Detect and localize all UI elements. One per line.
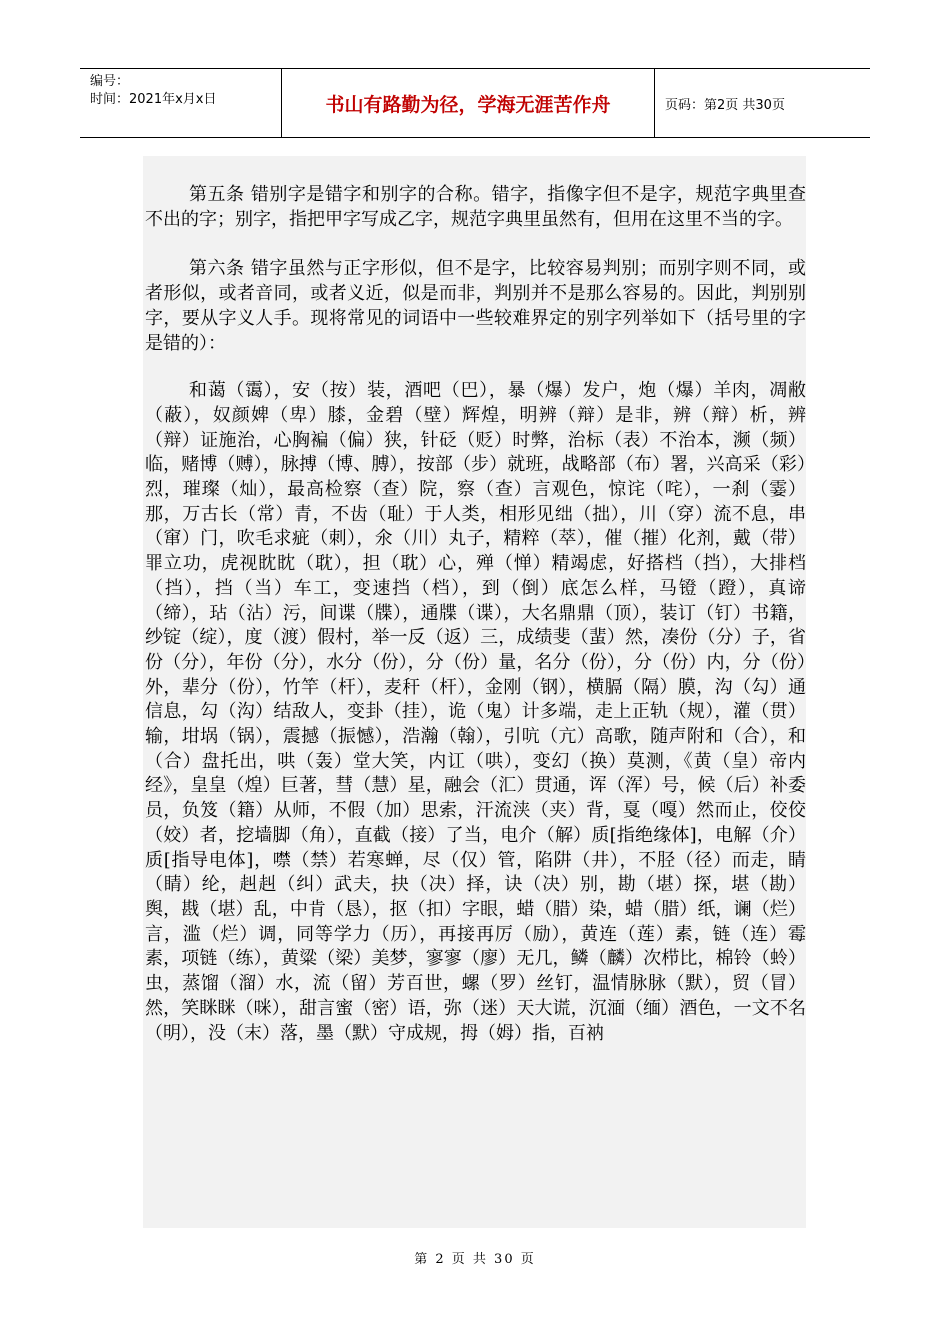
- document-time: 时间：2021年x月x日: [90, 92, 217, 107]
- typo-list-paragraph: 和蔼（霭），安（按）装，酒吧（巴），暴（爆）发户，炮（爆）羊肉，凋敝（蔽），奴颜婢（卑）膝，金碧（壁）辉煌，明辨（辩）是非，辨（辩）析，辨（辩）证施治，心胸褊（偏）狭，针砭（贬）时弊，治标（表）不治本，濒（频）临，赌博（赙），脉搏（博、膊），按部（步）就班，战略部（布）署，兴高采（彩）烈，璀璨（灿），最高检察（查）院，察（查）言观色，惊诧（咤），一刹（霎）那，万古长（常）青，不齿（耻）于人类，相形见绌（拙），川（穿）流不息，串（窜）门，吹毛求疵（刺），氽（川）丸子，精粹（萃），催（摧）化剂，戴（带）罪立功，虎视眈眈（耽），担（耽）心，殚（惮）精竭虑，好搭档（挡），大排档（挡），挡（当）车工，变速挡（档），到（倒）底怎么样，马镫（蹬），真谛（缔），玷（沾）污，间谍（牒），通牒（谍），大名鼎鼎（顶），装订（钉）书籍，纱锭（绽），度（渡）假村，举一反（返）三，成绩斐（蜚）然，凑份（分）子，省份（分），年份（分），水分（份），分（份）量，名分（份），分（份）内，分（份）外，辈分（份），竹竿（杆），麦秆（杆），金刚（钢），横膈（隔）膜，沟（勾）通信息，勾（沟）结敌人，变卦（挂），诡（鬼）计多端，走上正轨（规），灌（贯）输，坩埚（锅），震撼（振憾），浩瀚（翰），引吭（亢）高歌，随声附和（合），和（合）盘托出，哄（轰）堂大笑，内讧（哄），变幻（换）莫测，《黄（皇）帝内经》，皇皇（煌）巨著，彗（慧）星，融会（汇）贯通，诨（浑）号，候（后）补委员，负笈（籍）从师，不假（加）思索，汗流浃（夹）背，戛（嘎）然而止，佼佼（姣）者，挖墙脚（角），直截（接）了当，电介（解）质[指绝缘体]，电解（介）质[指导电体]，噤（禁）若寒蝉，尽（仅）管，陷阱（井），不胫（径）而走，睛（睛）纶，赳赳（纠）武夫，抉（决）择，诀（决）别，勘（堪）探，堪（勘）舆，戡（堪）乱，中肯（恳），抠（扣）字眼，蜡（腊）染，蜡（腊）纸，谰（烂）言，滥（烂）调，同等学力（历），再接再厉（励），黄连（莲）素，链（连）霉素，项链（练），黄粱（梁）美梦，寥寥（廖）无几，鳞（麟）次栉比，棉铃（蛉）虫，蒸馏（溜）水，流（留）芳百世，螺（罗）丝钉，温情脉脉（默），贸（冒）然，笑眯眯（咪），甜言蜜（密）语，弥（迷）天大谎，沉湎（缅）酒色，一文不名（明），没（末）落，墨（默）守成规，拇（姆）指，百衲: [145, 380, 806, 1044]
- page-footer: 第 2 页 共 30 页: [414, 1252, 536, 1267]
- document-body: [143, 156, 806, 1228]
- article-6-paragraph: 第六条 错字虽然与正字形似，但不是字，比较容易判别；而别字则不同，或者形似，或者音同，或者义近，似是而非，判别并不是那么容易的。因此，判别别字，要从字义人手。现将常见的词语中一些较难界定的别字列举如下（括号里的字是错的）：: [145, 258, 806, 354]
- page-header: [80, 68, 870, 138]
- header-meta: [80, 69, 282, 137]
- header-page-info: 页码：第2页 共30页: [665, 97, 785, 113]
- article-5-paragraph: 第五条 错别字是错字和别字的合称。错字，指像字但不是字，规范字典里查不出的字；别字，指把甲字写成乙字，规范字典里虽然有，但用在这里不当的字。: [145, 184, 806, 230]
- header-motto: 书山有路勤为径，学海无涯苦作舟: [282, 69, 655, 137]
- document-number-label: 编号：: [90, 74, 130, 89]
